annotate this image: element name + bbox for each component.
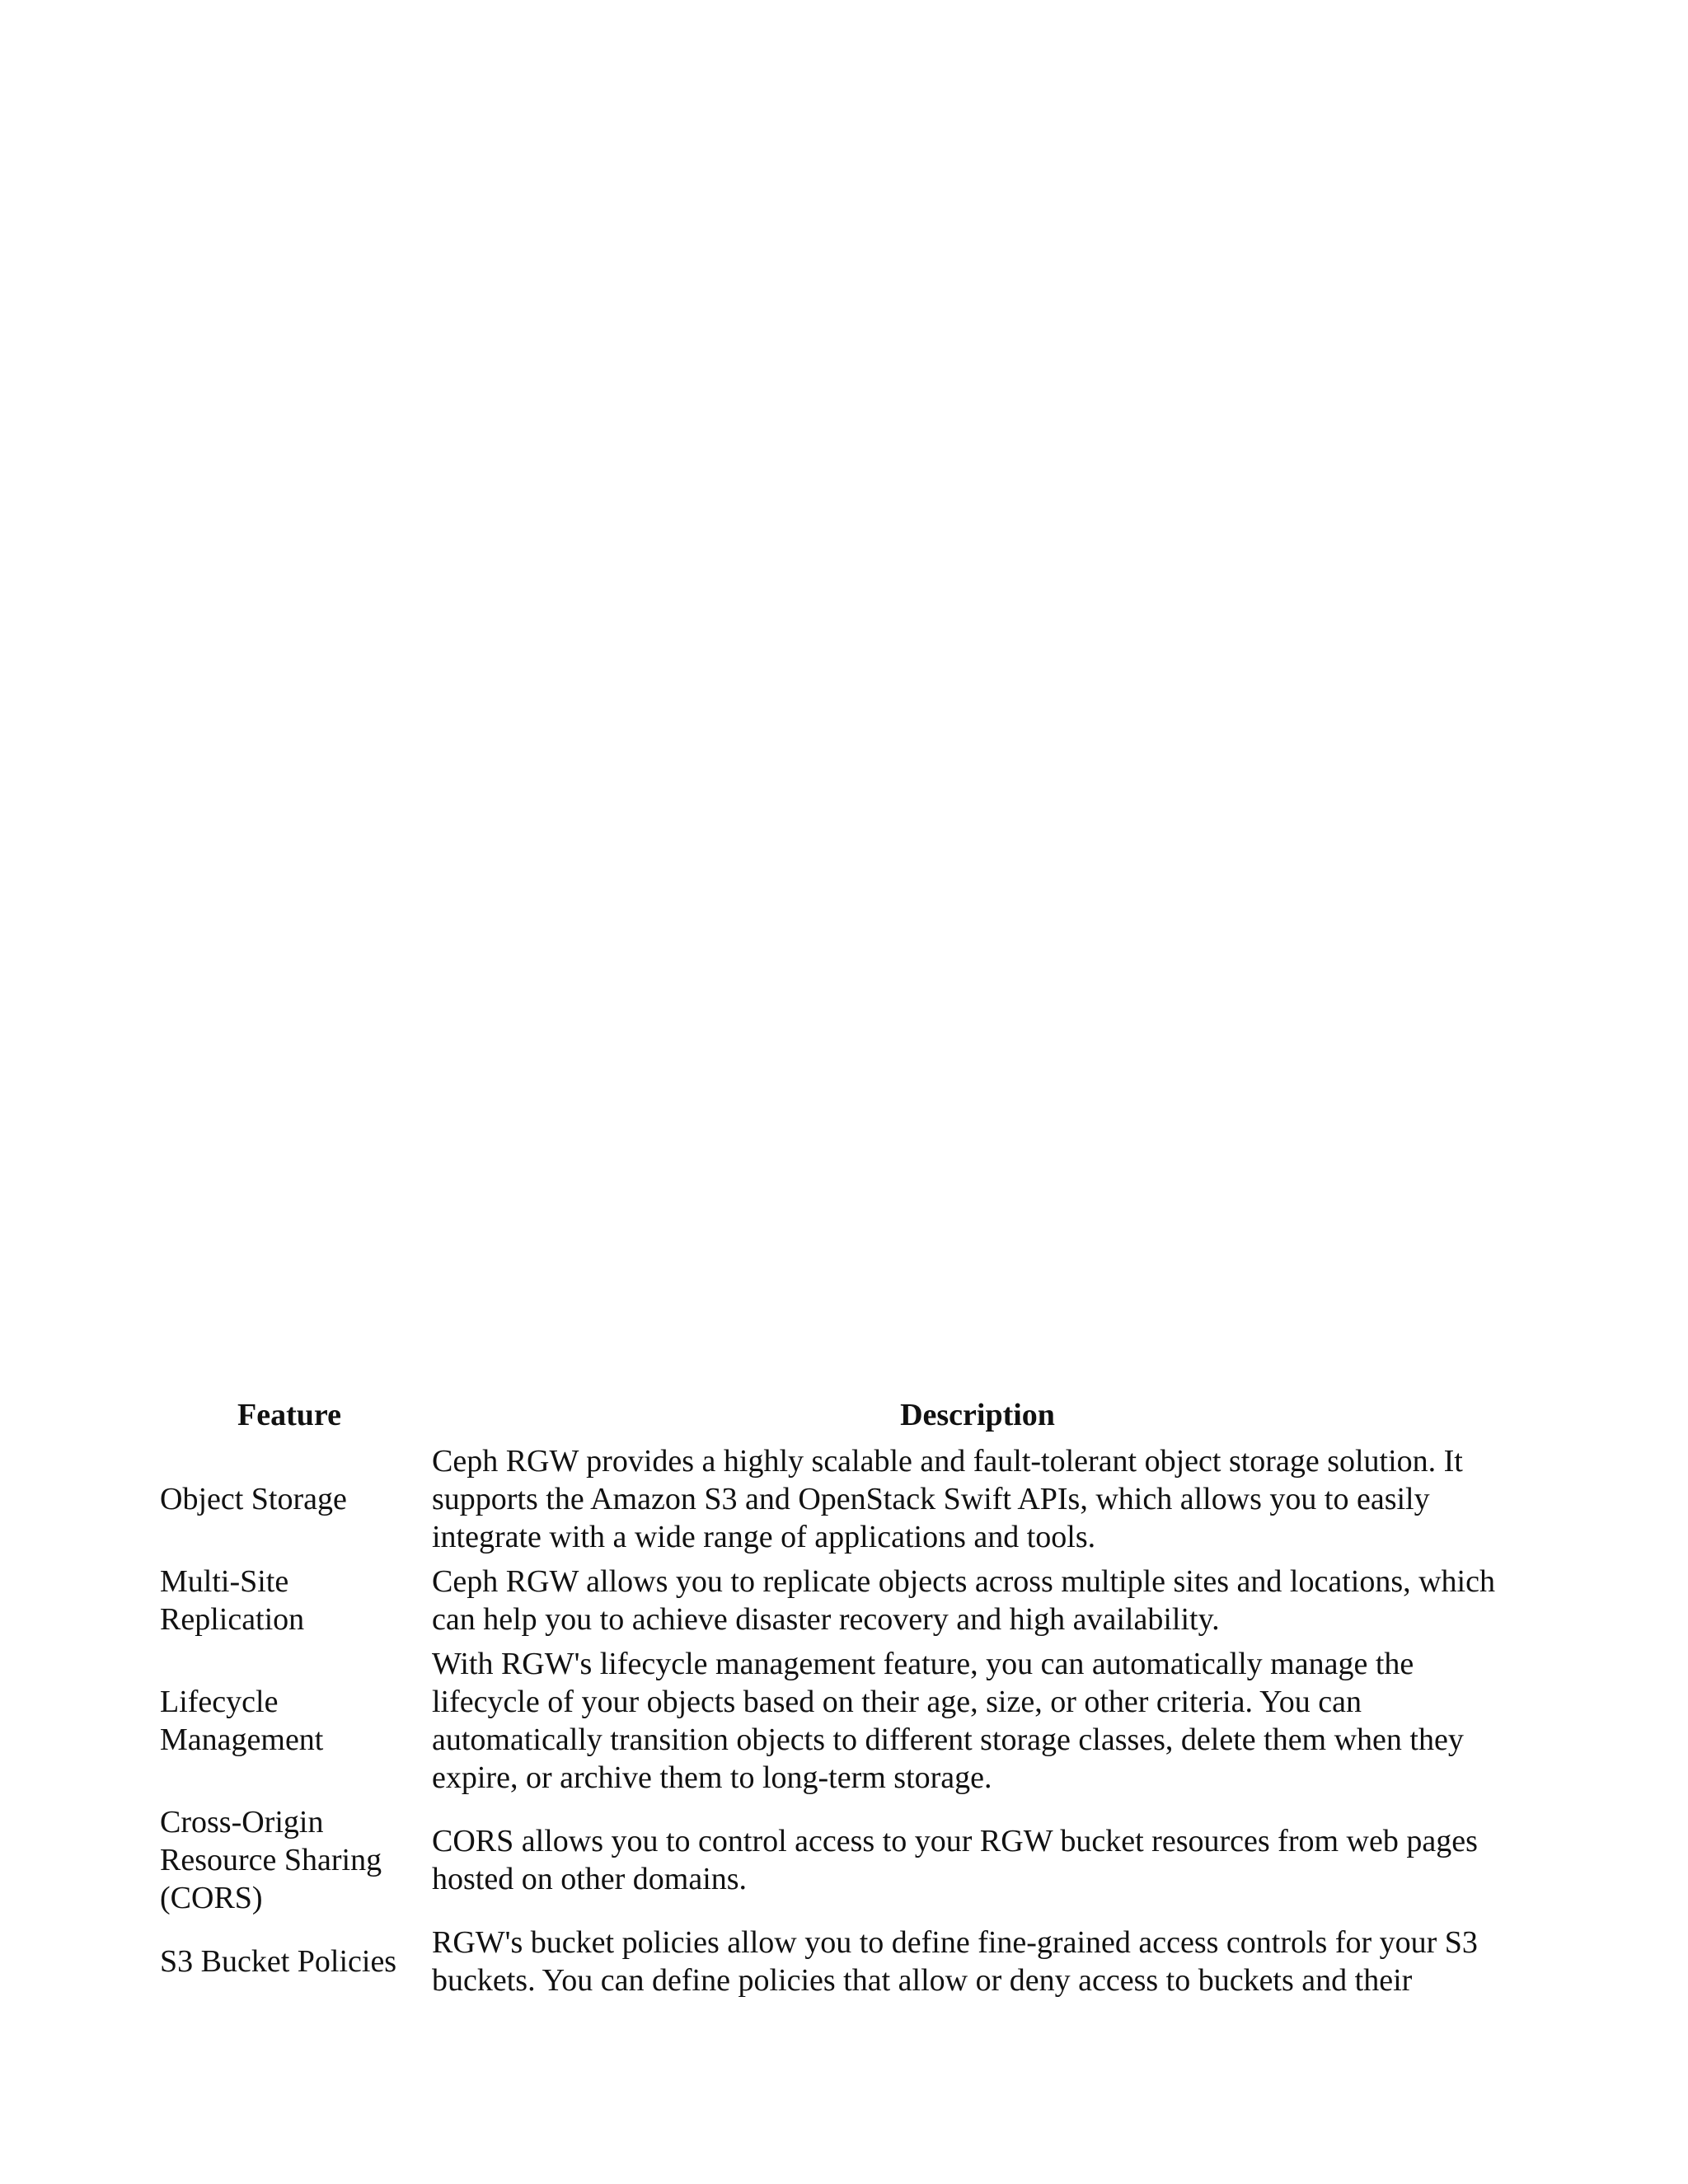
description-cell: With RGW's lifecycle management feature, you can automatically manage the lifecycle of your objects based on their age, size, or other criteria. You can automatically transition objects to different storage classes, delete them when they expire, or archive them to long-term storage. [432,1647,1464,1795]
header-description: Description [900,1398,1055,1432]
description-cell: RGW's bucket policies allow you to define fine-grained access controls for your S3 buckets. You can define policies that allow or deny access to buckets and their [432,1925,1478,1998]
table-header-row [153,1393,1530,1439]
description-cell: Ceph RGW allows you to replicate objects across multiple sites and locations, which can help you to achieve disaster recovery and high availability. [432,1564,1495,1637]
header-feature: Feature [237,1398,341,1432]
feature-cell: Multi-Site Replication [160,1564,305,1637]
description-cell: CORS allows you to control access to your RGW bucket resources from web pages hosted on other domains. [432,1824,1478,1896]
table-row [153,1559,1530,1642]
feature-table [153,1393,1530,2003]
description-cell: Ceph RGW provides a highly scalable and fault-tolerant object storage solution. It supports the Amazon S3 and OpenStack Swift APIs, which allows you to easily integrate with a wide range of applications and tools. [432,1444,1463,1554]
table-row [153,1800,1530,1920]
feature-cell: Cross-Origin Resource Sharing (CORS) [160,1805,382,1915]
feature-cell: Object Storage [160,1482,347,1516]
table-row [153,1920,1530,2003]
feature-cell: S3 Bucket Policies [160,1944,397,1979]
feature-cell: Lifecycle Management [160,1685,324,1757]
table-row [153,1439,1530,1559]
table-row [153,1642,1530,1800]
